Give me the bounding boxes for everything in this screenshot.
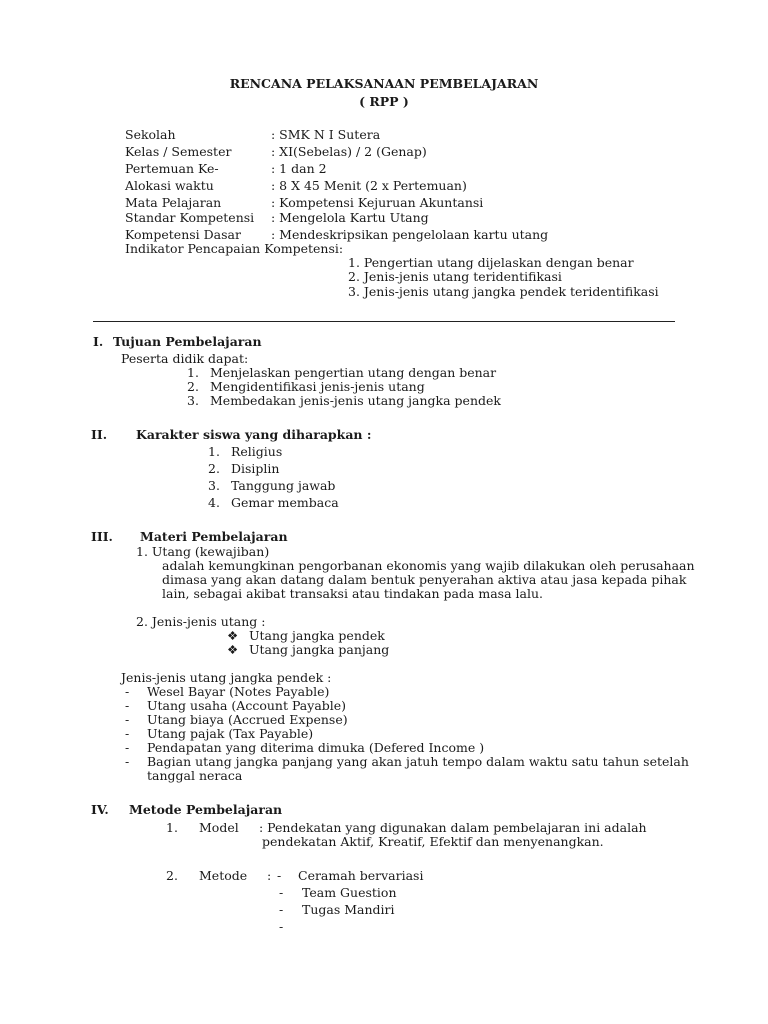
list-item: Utang biaya (Accrued Expense) [147, 712, 348, 727]
list-item-continuation: tanggal neraca [147, 768, 243, 783]
list-number: 4. [208, 495, 220, 510]
list-item: Utang pajak (Tax Payable) [147, 726, 314, 741]
dash-bullet-icon: - [279, 902, 284, 917]
section-title: Metode Pembelajaran [129, 802, 283, 817]
dash-bullet-icon: - [125, 684, 130, 699]
section-title: Karakter siswa yang diharapkan : [136, 427, 372, 442]
section-number: III. [91, 529, 113, 544]
identity-value: : Kompetensi Kejuruan Akuntansi [271, 195, 484, 210]
item-text: pendekatan Aktif, Kreatif, Efektif dan menyenangkan. [262, 834, 604, 849]
item-colon: : [267, 868, 272, 883]
identity-value: : 8 X 45 Menit (2 x Pertemuan) [271, 178, 467, 193]
dash-bullet-icon: - [279, 919, 284, 934]
identity-value: : Mengelola Kartu Utang [271, 210, 429, 225]
list-item: Bagian utang jangka panjang yang akan jatuh tempo dalam waktu satu tahun setelah [147, 754, 689, 769]
list-item: Wesel Bayar (Notes Payable) [147, 684, 330, 699]
list-number: 1. [166, 820, 178, 835]
identity-value: : SMK N I Sutera [271, 127, 381, 142]
identity-value: : 1 dan 2 [271, 161, 327, 176]
dash-bullet-icon: - [125, 754, 130, 769]
indikator-label: Indikator Pencapaian Kompetensi: [125, 241, 344, 256]
list-number: 2. [166, 868, 178, 883]
diamond-bullet-icon: ❖ [227, 628, 239, 643]
indikator-item: 2. Jenis-jenis utang teridentifikasi [348, 269, 562, 284]
list-number: 1. [208, 444, 220, 459]
definition-line: dimasa yang akan datang dalam bentuk penyerahan aktiva atau jasa kepada pihak [162, 572, 687, 587]
list-item: Utang jangka panjang [249, 642, 390, 657]
identity-value: : Mendeskripsikan pengelolaan kartu utang [271, 227, 549, 242]
section-intro: Peserta didik dapat: [121, 351, 249, 366]
indikator-item: 1. Pengertian utang dijelaskan dengan benar [348, 255, 634, 270]
list-item: Religius [231, 444, 283, 459]
list-item: Utang jangka pendek [249, 628, 385, 643]
page-title: RENCANA PELAKSANAAN PEMBELAJARAN [229, 76, 539, 91]
list-item: Utang usaha (Account Payable) [147, 698, 347, 713]
list-number: 2. [187, 379, 199, 394]
list-item: Pendapatan yang diterima dimuka (Defered Income ) [147, 740, 485, 755]
horizontal-divider [93, 321, 675, 322]
list-number: 3. [187, 393, 199, 408]
identity-value: : XI(Sebelas) / 2 (Genap) [271, 144, 427, 159]
item-text: : Pendekatan yang digunakan dalam pembelajaran ini adalah [259, 820, 647, 835]
page-subtitle: ( RPP ) [359, 94, 409, 109]
dash-bullet-icon: - [125, 698, 130, 713]
list-item: Mengidentifikasi jenis-jenis utang [210, 379, 425, 394]
list-number: 1. [187, 365, 199, 380]
identity-label: Alokasi waktu [125, 178, 214, 193]
subsection-title: 1. Utang (kewajiban) [136, 544, 270, 559]
identity-label: Kompetensi Dasar [125, 227, 241, 242]
list-item: Membedakan jenis-jenis utang jangka pendek [210, 393, 501, 408]
identity-label: Kelas / Semester [125, 144, 232, 159]
section-number: IV. [91, 802, 109, 817]
list-item: Team Guestion [302, 885, 397, 900]
section-title: Materi Pembelajaran [140, 529, 288, 544]
identity-label: Standar Kompetensi [125, 210, 255, 225]
dash-bullet-icon: - [277, 868, 282, 883]
list-item: Tanggung jawab [231, 478, 336, 493]
list-item: Gemar membaca [231, 495, 339, 510]
item-label: Metode [199, 868, 248, 883]
list-item: Tugas Mandiri [302, 902, 395, 917]
dash-bullet-icon: - [125, 726, 130, 741]
list-item: Menjelaskan pengertian utang dengan benar [210, 365, 497, 380]
subsection-title: 2. Jenis-jenis utang : [136, 614, 266, 629]
list-item: Disiplin [231, 461, 280, 476]
item-label: Model [199, 820, 239, 835]
identity-label: Pertemuan Ke- [125, 161, 219, 176]
definition-line: lain, sebagai akibat transaksi atau tindakan pada masa lalu. [162, 586, 543, 601]
dash-bullet-icon: - [125, 740, 130, 755]
identity-label: Mata Pelajaran [125, 195, 222, 210]
section-number: I. [93, 334, 104, 349]
definition-line: adalah kemungkinan pengorbanan ekonomis yang wajib dilakukan oleh perusahaan [162, 558, 695, 573]
dash-bullet-icon: - [279, 885, 284, 900]
diamond-bullet-icon: ❖ [227, 642, 239, 657]
indikator-item: 3. Jenis-jenis utang jangka pendek teridentifikasi [348, 284, 659, 299]
dash-bullet-icon: - [125, 712, 130, 727]
identity-label: Sekolah [125, 127, 176, 142]
section-number: II. [91, 427, 108, 442]
list-number: 2. [208, 461, 220, 476]
list-intro: Jenis-jenis utang jangka pendek : [121, 670, 332, 685]
list-item: Ceramah bervariasi [298, 868, 424, 883]
list-number: 3. [208, 478, 220, 493]
section-title: Tujuan Pembelajaran [113, 334, 262, 349]
